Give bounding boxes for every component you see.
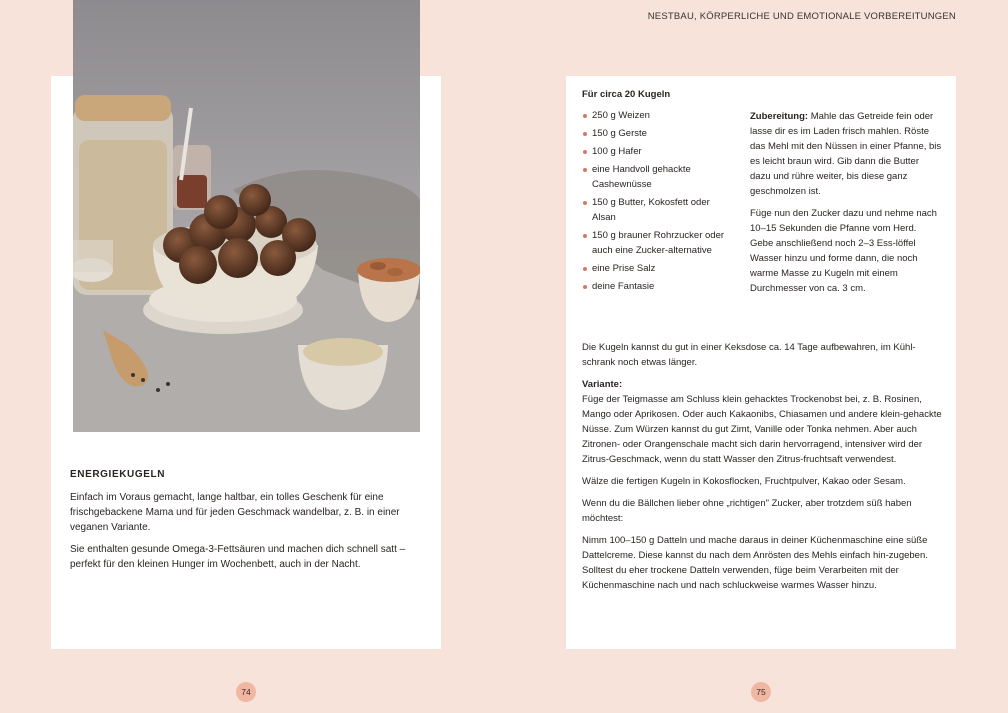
ingredient-item: 150 g Butter, Kokosfett oder Alsan [582, 195, 727, 225]
intro-paragraph: Einfach im Voraus gemacht, lange haltbar, ein tolles Geschenk für eine frischgebackene Mama und für jeden Geschmack wandelbar, z. B. in einer veganen Variante. [70, 492, 400, 533]
prep-text-1: Mahle das Getreide fein oder lasse dir es im Laden frisch mahlen. Röste das Mehl mit den Nüssen in einer Pfanne, bis es leicht braun wird. Gib dann die Butter dazu und rühre weiter, bis diese ganz geschmolzen ist. [750, 111, 942, 197]
prep-step-2: Füge nun den Zucker dazu und nehme nach 10–15 Sekunden die Pfanne vom Herd. Gebe anschließend noch 2–3 Ess-löffel Wasser hinzu und forme dann, die noch warme Masse zu Kugeln mit einem Durchmesser von ca. 3 cm. [750, 208, 937, 294]
ingredient-item: 250 g Weizen [582, 108, 727, 123]
page-number-left: 74 [236, 682, 256, 702]
ingredients-list [582, 108, 727, 297]
ingredient-item: deine Fantasie [582, 279, 727, 294]
prep-step-1 [750, 109, 942, 199]
running-header: NESTBAU, KÖRPERLICHE UND EMOTIONALE VORBEREITUNGEN [647, 11, 956, 22]
page-number-right: 75 [751, 682, 771, 702]
preparation [750, 109, 942, 303]
section-title: ENERGIEKUGELN [70, 469, 166, 480]
energy-balls-photo [73, 0, 420, 432]
variant-label: Variante: [582, 379, 623, 390]
ingredients-title: Für circa 20 Kugeln [582, 89, 671, 100]
ingredient-item: 100 g Hafer [582, 144, 727, 159]
ingredient-item: 150 g Gerste [582, 126, 727, 141]
storage-paragraph: Die Kugeln kannst du gut in einer Keksdose ca. 14 Tage aufbewahren, im Kühl-schrank noch etwas länger. [582, 342, 916, 368]
no-sugar-paragraph: Wenn du die Bällchen lieber ohne „richtigen" Zucker, aber trotzdem süß haben möchtest: [582, 498, 912, 524]
prep-label: Zubereitung: [750, 111, 809, 122]
benefits-paragraph: Sie enthalten gesunde Omega-3-Fettsäuren und machen dich schnell satt – perfekt für den kleinen Hunger im Wochenbett, auch in der Nacht. [70, 544, 406, 570]
coating-paragraph: Wälze die fertigen Kugeln in Kokosflocken, Fruchtpulver, Kakao oder Sesam. [582, 476, 906, 487]
ingredient-item: 150 g brauner Rohrzucker oder auch eine Zucker-alternative [582, 228, 727, 258]
right-body [582, 340, 944, 600]
ingredient-item: eine Prise Salz [582, 261, 727, 276]
variant-paragraph: Füge der Teigmasse am Schluss klein gehacktes Trockenobst bei, z. B. Rosinen, Mango oder Aprikosen. Oder auch Kakaonibs, Chiasamen und andere klein-gehackte Nüsse. Zum Würzen kannst du gut Zimt, Vanille oder Tonka nehmen. Aber auch Zitronen- oder Orangenschale macht sich darin hervorragend, intensiver wird der Zitrus-Geschmack, wenn du statt Wasser den Zitrus-fruchtsaft verwendest. [582, 394, 942, 465]
left-body [70, 467, 422, 579]
ingredient-item: eine Handvoll gehackte Cashewnüsse [582, 162, 727, 192]
dates-paragraph: Nimm 100–150 g Datteln und mache daraus in deiner Küchenmaschine eine süße Dattelcreme. Diese kannst du nach dem Anrösten des Mehls einfach hin-zugeben. Solltest du eher trockene Datteln verwenden, füge beim Verarbeiten mit der Küchenmaschine nach und nach schluckweise warmes Wasser hinzu. [582, 535, 928, 591]
